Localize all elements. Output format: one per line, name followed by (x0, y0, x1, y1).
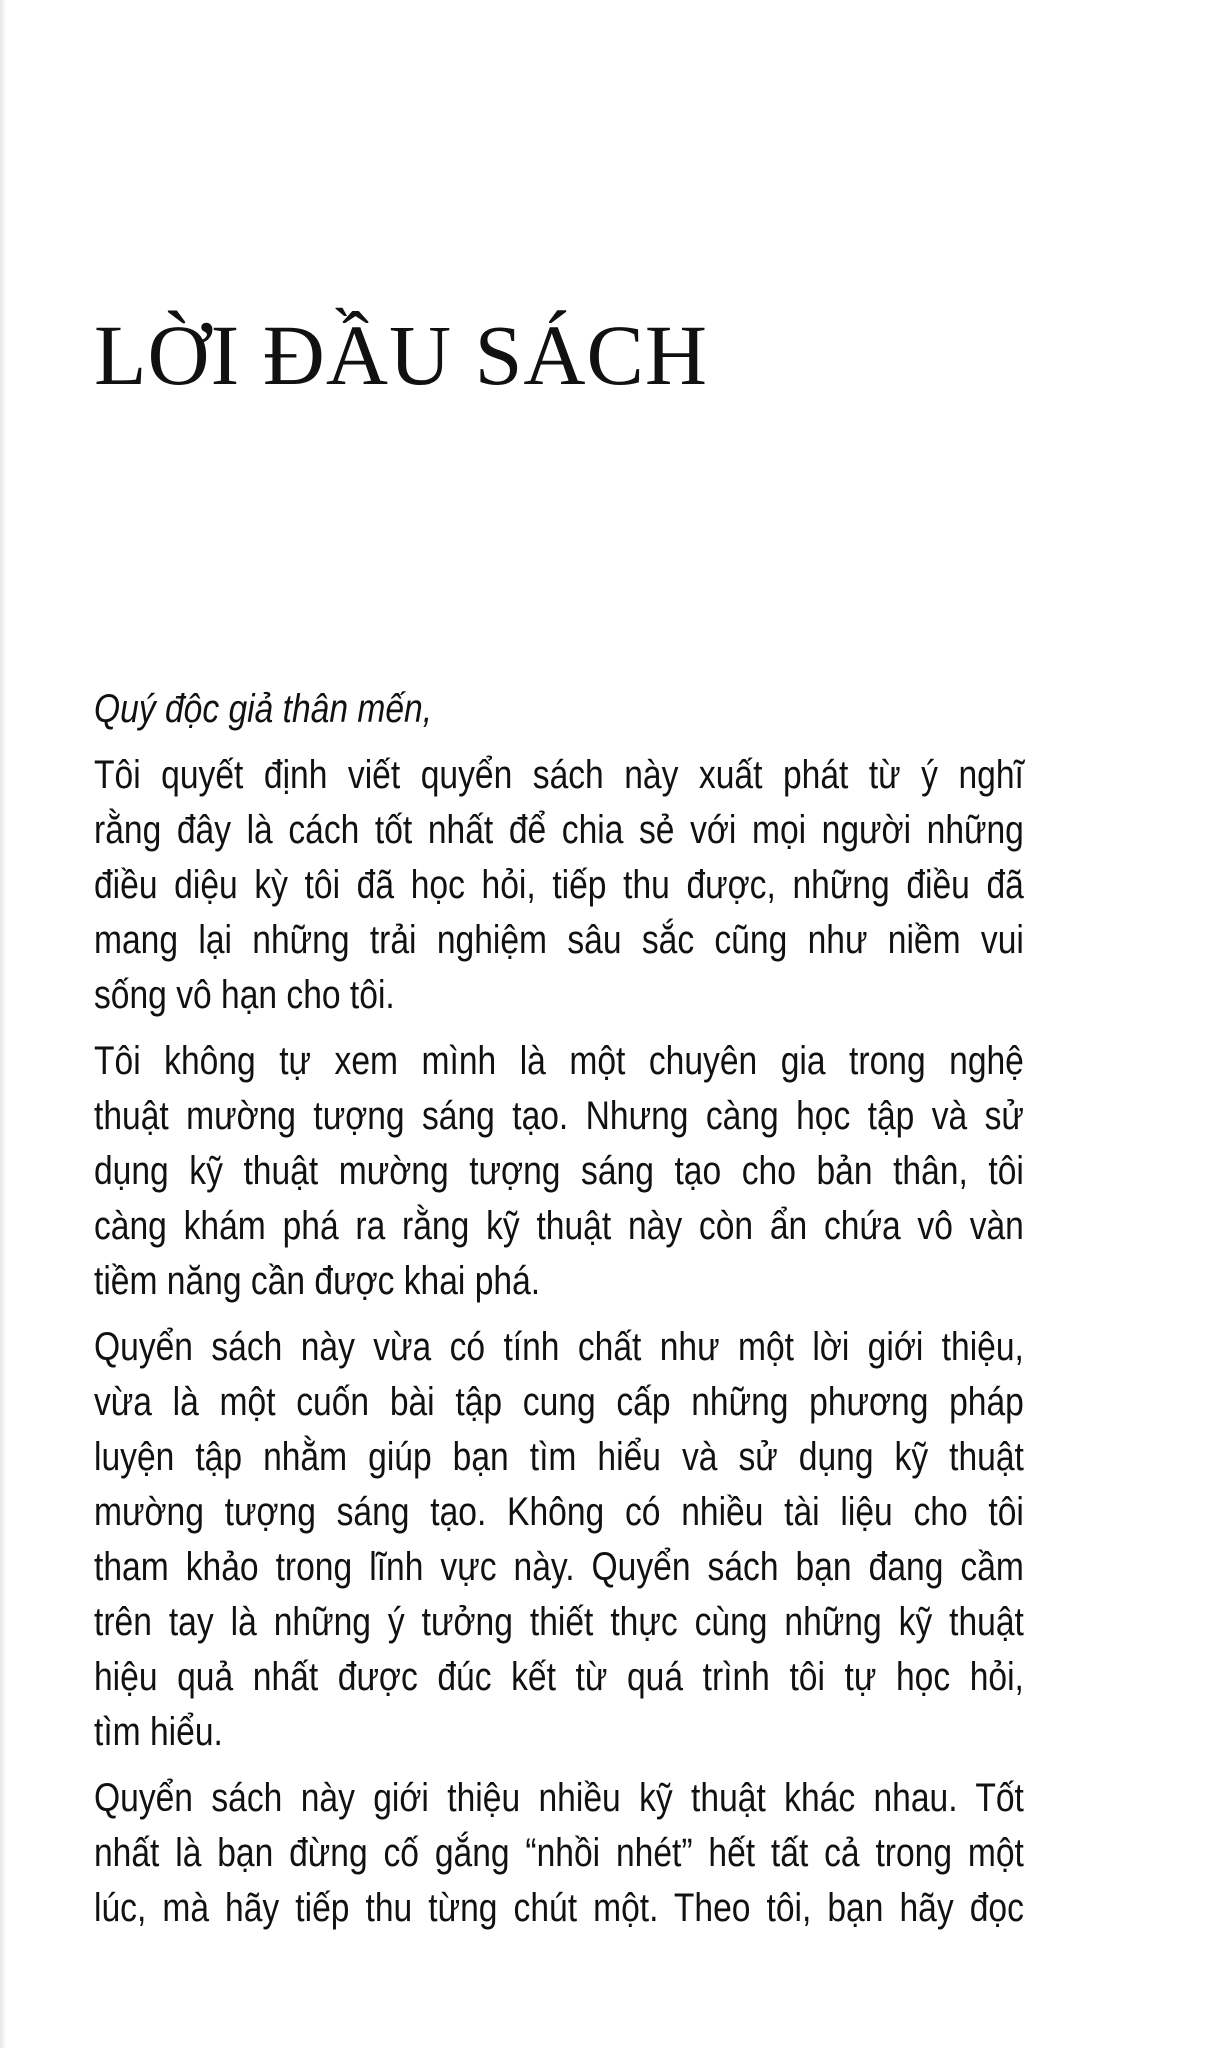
text-line: Tôi không tự xem mình là một chuyên gia trong nghệ (94, 1039, 1024, 1083)
text-line: thuật mường tượng sáng tạo. Nhưng càng học tập và sử (94, 1094, 1024, 1138)
text-line: mường tượng sáng tạo. Không có nhiều tài liệu cho tôi (94, 1490, 1024, 1534)
paragraph (94, 1771, 1024, 1936)
text-line: mang lại những trải nghiệm sâu sắc cũng như niềm vui (94, 918, 1024, 962)
text-line: luyện tập nhằm giúp bạn tìm hiểu và sử dụng kỹ thuật (94, 1435, 1024, 1479)
text-line: điều diệu kỳ tôi đã học hỏi, tiếp thu được, những điều đã (94, 863, 1024, 907)
body-text (94, 748, 1024, 1947)
greeting: Quý độc giả thân mến, (94, 687, 433, 731)
text-line: rằng đây là cách tốt nhất để chia sẻ với mọi người những (94, 808, 1024, 852)
paragraph (94, 1320, 1024, 1760)
text-line: tiềm năng cần được khai phá. (94, 1259, 541, 1303)
text-line: tham khảo trong lĩnh vực này. Quyển sách bạn đang cầm (94, 1545, 1024, 1589)
paragraph (94, 748, 1024, 1023)
text-line: nhất là bạn đừng cố gắng “nhồi nhét” hết tất cả trong một (94, 1831, 1024, 1875)
text-line: Quyển sách này giới thiệu nhiều kỹ thuật khác nhau. Tốt (94, 1776, 1024, 1820)
text-line: lúc, mà hãy tiếp thu từng chút một. Theo tôi, bạn hãy đọc (94, 1886, 1024, 1930)
text-line: dụng kỹ thuật mường tượng sáng tạo cho bản thân, tôi (94, 1149, 1024, 1193)
page-edge-shadow (0, 0, 6, 2048)
text-line: Tôi quyết định viết quyển sách này xuất phát từ ý nghĩ (94, 753, 1024, 797)
text-line: Quyển sách này vừa có tính chất như một lời giới thiệu, (94, 1325, 1024, 1369)
text-line: hiệu quả nhất được đúc kết từ quá trình tôi tự học hỏi, (94, 1655, 1024, 1699)
paragraph (94, 1034, 1024, 1309)
text-line: trên tay là những ý tưởng thiết thực cùng những kỹ thuật (94, 1600, 1024, 1644)
text-line: càng khám phá ra rằng kỹ thuật này còn ẩn chứa vô vàn (94, 1204, 1024, 1248)
text-line: sống vô hạn cho tôi. (94, 973, 395, 1017)
text-line: tìm hiểu. (94, 1710, 223, 1754)
chapter-title: LỜI ĐẦU SÁCH (94, 307, 708, 403)
text-line: vừa là một cuốn bài tập cung cấp những phương pháp (94, 1380, 1024, 1424)
